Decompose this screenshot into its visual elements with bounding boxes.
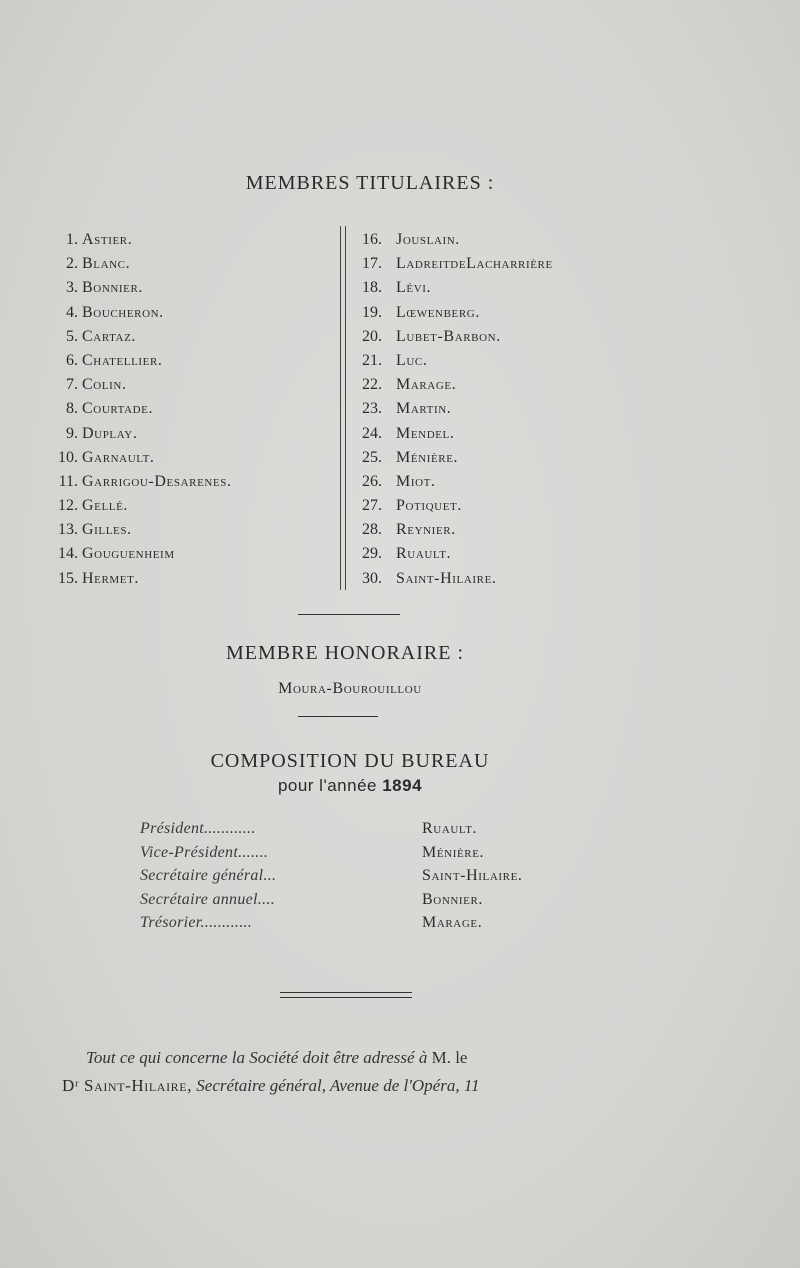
- member-number: 22.: [362, 376, 382, 394]
- member-number: 23.: [362, 400, 382, 418]
- member-number: 3.: [66, 279, 78, 297]
- member-name: Marage.: [396, 376, 457, 394]
- member-item: [48, 494, 338, 518]
- member-item: [362, 422, 652, 446]
- member-name: Luc.: [396, 351, 428, 369]
- member-number: 6.: [66, 351, 78, 369]
- member-name: Martin.: [396, 400, 452, 418]
- member-number: 26.: [362, 472, 382, 490]
- member-number: 8.: [66, 400, 78, 418]
- member-name: Potiquet.: [396, 497, 462, 515]
- member-item: [362, 470, 652, 494]
- member-number: 16.: [362, 231, 382, 248]
- bureau-row: [140, 867, 600, 891]
- bureau-subtitle-text: pour l'année: [277, 776, 377, 795]
- bureau-row: [140, 914, 600, 938]
- member-name: Jouslain.: [396, 231, 460, 248]
- member-item: [362, 446, 652, 470]
- member-name: Courtade.: [82, 400, 154, 418]
- member-name: Gouguenheim: [82, 545, 175, 563]
- member-number: 17.: [362, 255, 382, 273]
- member-name: Mendel.: [396, 424, 455, 442]
- footer-title-name: Dʳ Saint-Hilaire,: [62, 1076, 193, 1095]
- member-name: Gilles.: [82, 521, 132, 539]
- member-item: [48, 518, 338, 542]
- section-rule: [298, 614, 400, 615]
- member-item: [362, 252, 652, 276]
- bureau-role: Secrétaire général...: [140, 867, 277, 884]
- member-number: 11.: [58, 472, 78, 490]
- footer-address: Secrétaire général, Avenue de l'Opéra, 11: [196, 1076, 480, 1095]
- member-item: [48, 397, 338, 421]
- member-name: Hermet.: [82, 569, 140, 587]
- footer-line-2: [62, 1076, 742, 1096]
- member-number: 9.: [66, 424, 78, 442]
- member-name: Saint-Hilaire.: [396, 569, 497, 587]
- footer-line-1: [86, 1048, 766, 1068]
- bureau-member-name: Bonnier.: [422, 890, 484, 908]
- member-number: 15.: [58, 569, 78, 587]
- member-number: 29.: [362, 545, 382, 563]
- bureau-member-name: Ruault.: [422, 820, 478, 837]
- titulaires-heading: MEMBRES TITULAIRES :: [245, 172, 495, 194]
- member-name: Garrigou-Desarenes.: [82, 472, 232, 490]
- member-number: 14.: [58, 545, 78, 563]
- bureau-subtitle: [0, 776, 700, 796]
- member-item: [48, 349, 338, 373]
- member-item: [362, 349, 652, 373]
- honoraire-heading: MEMBRE HONORAIRE :: [225, 642, 464, 664]
- member-number: 13.: [58, 521, 78, 539]
- bureau-heading: COMPOSITION DU BUREAU: [210, 750, 490, 772]
- member-item: [48, 252, 338, 276]
- member-name: Astier.: [82, 231, 133, 248]
- member-name: Miot.: [396, 472, 436, 490]
- member-number: 28.: [362, 521, 382, 539]
- member-name: Bonnier.: [82, 279, 144, 297]
- member-item: [48, 373, 338, 397]
- member-name: Chatellier.: [82, 351, 163, 369]
- titulaires-right-column: [362, 228, 652, 591]
- bureau-role: Secrétaire annuel....: [140, 890, 276, 908]
- member-item: [48, 276, 338, 300]
- member-name: Lévi.: [396, 279, 432, 297]
- bureau-role: Trésorier............: [140, 914, 253, 931]
- member-name: Lubet-Barbon.: [396, 327, 501, 345]
- member-number: 10.: [58, 448, 78, 466]
- member-item: [48, 228, 338, 252]
- member-name: LadreitdeLacharrière: [396, 255, 553, 273]
- member-number: 24.: [362, 424, 382, 442]
- member-number: 20.: [362, 327, 382, 345]
- member-name: Blanc.: [82, 255, 131, 273]
- member-number: 19.: [362, 303, 382, 321]
- footer-roman-text: M. le: [431, 1048, 468, 1067]
- member-name: Ménière.: [396, 448, 459, 466]
- member-number: 12.: [58, 497, 78, 515]
- member-name: Ruault.: [396, 545, 452, 563]
- honoraire-member: Moura-Bourouillou: [278, 680, 422, 697]
- bureau-member-name: Marage.: [422, 914, 483, 931]
- member-name: Cartaz.: [82, 327, 136, 345]
- member-number: 21.: [362, 351, 382, 369]
- member-item: [48, 301, 338, 325]
- bureau-row: [140, 820, 600, 844]
- member-number: 1.: [66, 231, 78, 248]
- member-item: [362, 373, 652, 397]
- member-item: [48, 422, 338, 446]
- member-item: [48, 567, 338, 591]
- member-item: [362, 397, 652, 421]
- member-item: [48, 325, 338, 349]
- member-name: Garnault.: [82, 448, 155, 466]
- member-item: [362, 276, 652, 300]
- bureau-member-name: Saint-Hilaire.: [422, 867, 523, 884]
- member-number: 27.: [362, 497, 382, 515]
- member-name: Gellé.: [82, 497, 129, 515]
- member-number: 4.: [66, 303, 78, 321]
- footer-italic-text: Tout ce qui concerne la Société doit être adressé à: [86, 1048, 428, 1067]
- member-item: [362, 518, 652, 542]
- member-item: [48, 446, 338, 470]
- member-number: 5.: [66, 327, 78, 345]
- member-item: [362, 228, 652, 252]
- member-name: Reynier.: [396, 521, 456, 539]
- bureau-member-name: Ménière.: [422, 843, 485, 861]
- member-name: Lœwenberg.: [396, 303, 480, 321]
- member-number: 25.: [362, 448, 382, 466]
- bureau-row: [140, 891, 600, 915]
- member-item: [362, 494, 652, 518]
- member-item: [362, 567, 652, 591]
- member-item: [362, 325, 652, 349]
- bureau-role: Président............: [140, 820, 256, 837]
- double-rule: [280, 992, 412, 998]
- member-number: 7.: [66, 376, 78, 394]
- titulaires-left-column: [48, 228, 338, 591]
- member-number: 2.: [66, 255, 78, 273]
- member-item: [362, 301, 652, 325]
- member-name: Boucheron.: [82, 303, 164, 321]
- member-item: [362, 542, 652, 566]
- section-rule: [298, 716, 378, 717]
- member-name: Duplay.: [82, 424, 138, 442]
- member-name: Colin.: [82, 376, 127, 394]
- member-item: [48, 470, 338, 494]
- bureau-role: Vice-Président.......: [140, 843, 269, 861]
- bureau-row: [140, 844, 600, 868]
- member-number: 30.: [362, 569, 382, 587]
- column-divider: [340, 226, 346, 590]
- member-item: [48, 542, 338, 566]
- member-number: 18.: [362, 279, 382, 297]
- bureau-year: 1894: [382, 776, 423, 795]
